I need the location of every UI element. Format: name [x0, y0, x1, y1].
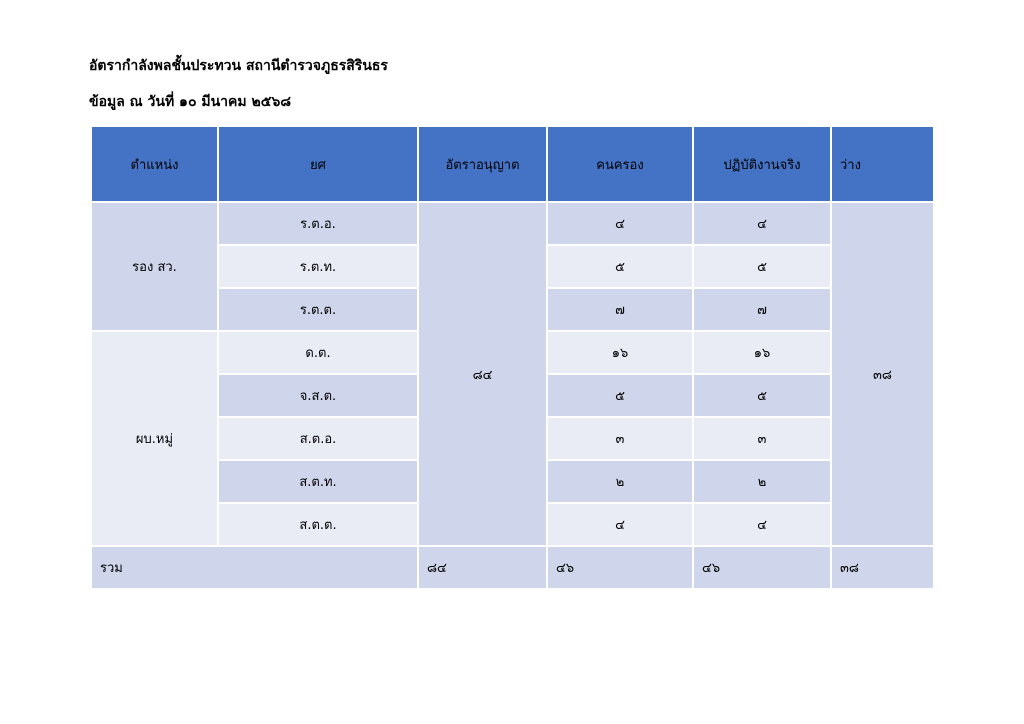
occupied-cell: ๕ — [547, 374, 693, 417]
header-rank: ยศ — [218, 126, 418, 202]
rank-cell: ร.ต.อ. — [218, 202, 418, 245]
rank-cell: ร.ต.ต. — [218, 288, 418, 331]
occupied-cell: ๔ — [547, 503, 693, 546]
working-cell: ๕ — [693, 374, 831, 417]
rank-cell: ส.ต.ท. — [218, 460, 418, 503]
working-cell: ๔ — [693, 202, 831, 245]
vacant-cell: ๓๘ — [831, 202, 934, 546]
working-cell: ๗ — [693, 288, 831, 331]
working-cell: ๕ — [693, 245, 831, 288]
authorized-cell: ๘๔ — [418, 202, 547, 546]
manpower-table — [90, 125, 935, 590]
total-label: รวม — [91, 546, 418, 589]
rank-cell: ด.ต. — [218, 331, 418, 374]
working-cell: ๔ — [693, 503, 831, 546]
occupied-cell: ๗ — [547, 288, 693, 331]
occupied-cell: ๓ — [547, 417, 693, 460]
table-header-row — [91, 126, 934, 202]
rank-cell: ส.ต.อ. — [218, 417, 418, 460]
total-authorized: ๘๔ — [418, 546, 547, 589]
header-working: ปฏิบัติงานจริง — [693, 126, 831, 202]
header-position: ตำแหน่ง — [91, 126, 218, 202]
document-subtitle: ข้อมูล ณ วันที่ ๑๐ มีนาคม ๒๕๖๘ — [89, 94, 292, 110]
rank-cell: จ.ส.ต. — [218, 374, 418, 417]
total-working: ๔๖ — [693, 546, 831, 589]
total-vacant: ๓๘ — [831, 546, 934, 589]
header-vacant: ว่าง — [831, 126, 934, 202]
occupied-cell: ๒ — [547, 460, 693, 503]
occupied-cell: ๔ — [547, 202, 693, 245]
working-cell: ๑๖ — [693, 331, 831, 374]
total-occupied: ๔๖ — [547, 546, 693, 589]
working-cell: ๒ — [693, 460, 831, 503]
header-occupied: คนครอง — [547, 126, 693, 202]
table-row — [91, 202, 934, 245]
rank-cell: ร.ต.ท. — [218, 245, 418, 288]
total-row — [91, 546, 934, 589]
position-cell: ผบ.หมู่ — [91, 331, 218, 546]
header-authorized: อัตราอนุญาต — [418, 126, 547, 202]
rank-cell: ส.ต.ต. — [218, 503, 418, 546]
position-cell: รอง สว. — [91, 202, 218, 331]
working-cell: ๓ — [693, 417, 831, 460]
occupied-cell: ๕ — [547, 245, 693, 288]
occupied-cell: ๑๖ — [547, 331, 693, 374]
document-title: อัตรากำลังพลชั้นประทวน สถานีตำรวจภูธรสิรินธร — [89, 58, 388, 74]
